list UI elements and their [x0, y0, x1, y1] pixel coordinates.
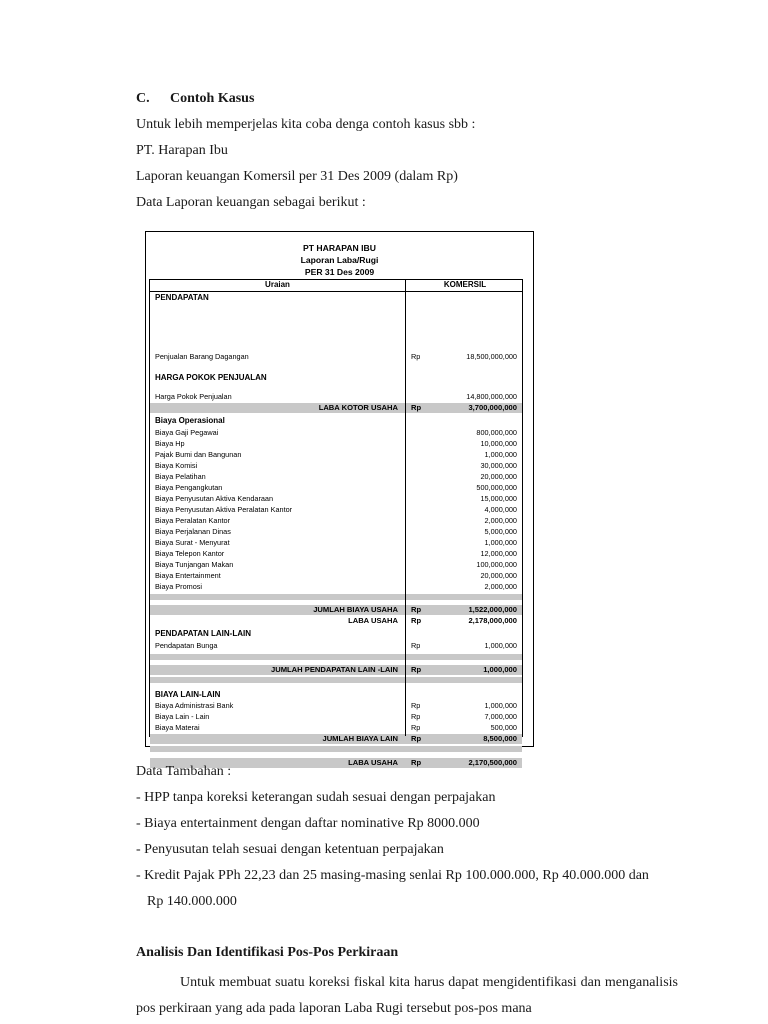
row-label: Biaya Materai	[155, 723, 200, 732]
shaded-separator	[150, 654, 522, 660]
row-label: Pajak Bumi dan Bangunan	[155, 450, 242, 459]
row-value: 18,500,000,000	[466, 352, 517, 361]
table-row	[150, 560, 522, 570]
row-label: Biaya Perjalanan Dinas	[155, 527, 231, 536]
row-currency: Rp	[411, 723, 421, 732]
table-row	[150, 701, 522, 711]
table-row	[150, 505, 522, 515]
additional-item-4: - Kredit Pajak PPh 22,23 dan 25 masing-masing senlai Rp 100.000.000, Rp 40.000.000 dan	[136, 868, 649, 883]
row-value: 1,000,000	[484, 641, 517, 650]
row-value: 500,000,000	[476, 483, 517, 492]
table-row	[150, 483, 522, 493]
row-value: 2,178,000,000	[468, 616, 517, 625]
table-header	[150, 280, 522, 292]
table-report-name: Laporan Laba/Rugi	[300, 255, 379, 265]
row-value: 2,000,000	[484, 582, 517, 591]
row-currency: Rp	[411, 605, 422, 614]
table-row	[150, 549, 522, 559]
row-value: 20,000,000	[480, 472, 517, 481]
shaded-separator	[150, 594, 522, 600]
table-company: PT HARAPAN IBU	[303, 243, 376, 253]
additional-item-3: - Penyusutan telah sesuai dengan ketentuan perpajakan	[136, 842, 444, 857]
table-row	[150, 293, 522, 303]
row-label: JUMLAH BIAYA LAIN	[322, 734, 398, 743]
table-row	[150, 616, 522, 626]
row-label: Biaya Tunjangan Makan	[155, 560, 234, 569]
table-row	[150, 472, 522, 482]
table-row	[150, 494, 522, 504]
row-currency: Rp	[411, 712, 421, 721]
row-value: 500,000	[490, 723, 517, 732]
row-label: PENDAPATAN LAIN-LAIN	[155, 629, 251, 638]
additional-item-1: - HPP tanpa koreksi keterangan sudah sesuai dengan perpajakan	[136, 790, 496, 805]
intro-report: Laporan keuangan Komersil per 31 Des 2009 (dalam Rp)	[136, 169, 458, 184]
section-title: Contoh Kasus	[170, 91, 255, 106]
row-label: BIAYA LAIN-LAIN	[155, 690, 221, 699]
row-label: JUMLAH PENDAPATAN LAIN -LAIN	[271, 665, 398, 674]
table-row	[150, 712, 522, 722]
row-label: Biaya Entertainment	[155, 571, 221, 580]
table-row	[150, 516, 522, 526]
row-value: 30,000,000	[480, 461, 517, 470]
row-currency: Rp	[411, 616, 422, 625]
row-label: Biaya Administrasi Bank	[155, 701, 234, 710]
table-row	[150, 392, 522, 402]
row-label: Biaya Hp	[155, 439, 185, 448]
table-period: PER 31 Des 2009	[304, 267, 375, 277]
additional-item-4-cont: Rp 140.000.000	[147, 894, 237, 909]
intro-data: Data Laporan keuangan sebagai berikut :	[136, 195, 366, 210]
intro-line-1: Untuk lebih memperjelas kita coba denga contoh kasus sbb :	[136, 117, 476, 132]
table-row	[150, 582, 522, 592]
table-row	[150, 665, 522, 675]
row-label: PENDAPATAN	[155, 293, 209, 302]
row-value: 2,000,000	[484, 516, 517, 525]
row-value: 8,500,000	[483, 734, 517, 743]
row-currency: Rp	[411, 641, 421, 650]
row-label: LABA USAHA	[348, 616, 398, 625]
table-row	[150, 373, 522, 383]
row-value: 12,000,000	[480, 549, 517, 558]
row-label: Penjualan Barang Dagangan	[155, 352, 249, 361]
shaded-separator	[150, 677, 522, 683]
row-label: Biaya Pelatihan	[155, 472, 206, 481]
row-label: LABA USAHA	[348, 758, 398, 767]
col-komersil: KOMERSIL	[443, 280, 487, 289]
row-label: Biaya Telepon Kantor	[155, 549, 225, 558]
row-value: 15,000,000	[480, 494, 517, 503]
row-value: 1,000,000	[483, 665, 517, 674]
table-row	[150, 641, 522, 651]
income-statement-table	[145, 231, 534, 767]
table-row	[150, 450, 522, 460]
row-label: JUMLAH BIAYA USAHA	[313, 605, 398, 614]
row-value: 14,800,000,000	[466, 392, 517, 401]
analysis-heading: Analisis Dan Identifikasi Pos-Pos Perkiraan	[136, 945, 399, 960]
row-label: Biaya Peralatan Kantor	[155, 516, 231, 525]
col-uraian: Uraian	[265, 280, 290, 289]
row-value: 1,000,000	[484, 701, 517, 710]
row-value: 7,000,000	[484, 712, 517, 721]
table-row	[150, 571, 522, 581]
table-row	[150, 352, 522, 362]
row-label: Biaya Penyusutan Aktiva Peralatan Kantor	[155, 505, 293, 514]
column-divider	[405, 280, 406, 736]
analysis-paragraph: Untuk membuat suatu koreksi fiskal kita harus dapat mengidentifikasi dan menganalisis pos perkiraan yang ada pada laporan Laba Rugi tersebut pos-pos mana	[136, 975, 678, 1016]
table-row	[150, 538, 522, 548]
row-value: 1,522,000,000	[468, 605, 517, 614]
table-row	[150, 734, 522, 744]
row-currency: Rp	[411, 665, 422, 674]
additional-item-2: - Biaya entertainment dengan daftar nominative Rp 8000.000	[136, 816, 480, 831]
row-currency: Rp	[411, 403, 422, 412]
intro-company: PT. Harapan Ibu	[136, 143, 228, 158]
row-value: 20,000,000	[480, 571, 517, 580]
row-value: 4,000,000	[484, 505, 517, 514]
row-value: 3,700,000,000	[468, 403, 517, 412]
row-label: Pendapatan Bunga	[155, 641, 218, 650]
row-value: 100,000,000	[476, 560, 517, 569]
row-currency: Rp	[411, 701, 421, 710]
row-label: LABA KOTOR USAHA	[318, 403, 398, 412]
row-label: Biaya Penyusutan Aktiva Kendaraan	[155, 494, 274, 503]
row-currency: Rp	[411, 758, 422, 767]
row-label: Biaya Promosi	[155, 582, 203, 591]
row-value: 2,170,500,000	[468, 758, 517, 767]
section-heading	[136, 91, 254, 107]
row-label: Biaya Lain - Lain	[155, 712, 210, 721]
table-row	[150, 527, 522, 537]
table-row	[150, 428, 522, 438]
table-row	[150, 461, 522, 471]
table-row	[150, 629, 522, 639]
row-label: Biaya Gaji Pegawai	[155, 428, 219, 437]
row-currency: Rp	[411, 352, 421, 361]
row-value: 1,000,000	[484, 450, 517, 459]
row-value: 5,000,000	[484, 527, 517, 536]
table-row	[150, 723, 522, 733]
table-row	[150, 403, 522, 413]
row-value: 10,000,000	[480, 439, 517, 448]
row-label: Biaya Komisi	[155, 461, 198, 470]
shaded-separator	[150, 746, 522, 752]
row-label: HARGA POKOK PENJUALAN	[155, 373, 267, 382]
row-label: Harga Pokok Penjualan	[155, 392, 232, 401]
additional-title: Data Tambahan :	[136, 764, 232, 779]
table-grid	[149, 279, 523, 767]
section-letter: C.	[136, 91, 150, 106]
row-label: Biaya Operasional	[155, 416, 225, 425]
table-row	[150, 690, 522, 700]
row-value: 800,000,000	[476, 428, 517, 437]
row-value: 1,000,000	[484, 538, 517, 547]
row-currency: Rp	[411, 734, 422, 743]
table-row	[150, 605, 522, 615]
row-label: Biaya Pengangkutan	[155, 483, 223, 492]
table-row	[150, 416, 522, 426]
row-label: Biaya Surat - Menyurat	[155, 538, 230, 547]
table-row	[150, 439, 522, 449]
